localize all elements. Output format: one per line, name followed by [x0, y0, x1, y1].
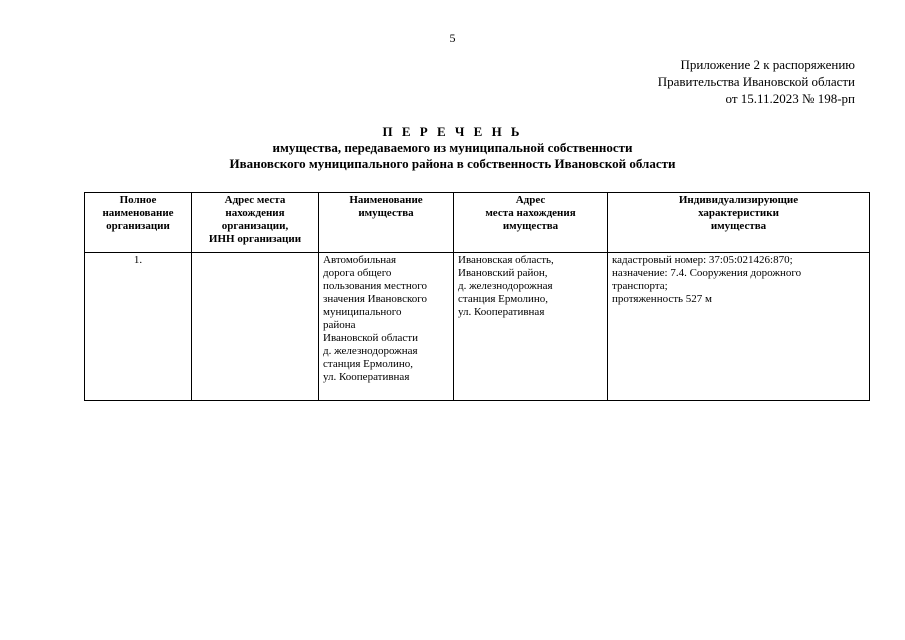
cell-characteristics: кадастровый номер: 37:05:021426:870; назначение: 7.4. Сооружения дорожного транспорта; протяженность 527 м: [608, 253, 870, 401]
property-table: [84, 192, 870, 401]
cell-row-number: 1.: [85, 253, 192, 401]
document-title: [0, 124, 905, 172]
title-main: П Е Р Е Ч Е Н Ь: [382, 124, 523, 139]
cell-property-address: Ивановская область, Ивановский район, д. железнодорожная станция Ермолино, ул. Кооперативная: [454, 253, 608, 401]
page-number: 5: [449, 31, 456, 45]
appendix-line: от 15.11.2023 № 198-рп: [725, 91, 855, 106]
header-org-address: Адрес места нахождения организации, ИНН организации: [192, 193, 319, 253]
header-org-name: Полное наименование организации: [85, 193, 192, 253]
title-subtitle: Ивановского муниципального района в собственность Ивановской области: [229, 156, 676, 171]
table-row: [85, 253, 870, 401]
appendix-header: [658, 56, 855, 107]
cell-property-name: Автомобильная дорога общего пользования местного значения Ивановского муниципального района Ивановской области д. железнодорожная станция Ермолино, ул. Кооперативная: [319, 253, 454, 401]
title-subtitle: имущества, передаваемого из муниципальной собственности: [272, 140, 633, 155]
appendix-line: Приложение 2 к распоряжению: [680, 57, 855, 72]
header-characteristics: Индивидуализирующие характеристики имущества: [608, 193, 870, 253]
cell-org-address: [192, 253, 319, 401]
header-property-address: Адрес места нахождения имущества: [454, 193, 608, 253]
header-property-name: Наименование имущества: [319, 193, 454, 253]
table-header-row: [85, 193, 870, 253]
appendix-line: Правительства Ивановской области: [657, 74, 855, 89]
